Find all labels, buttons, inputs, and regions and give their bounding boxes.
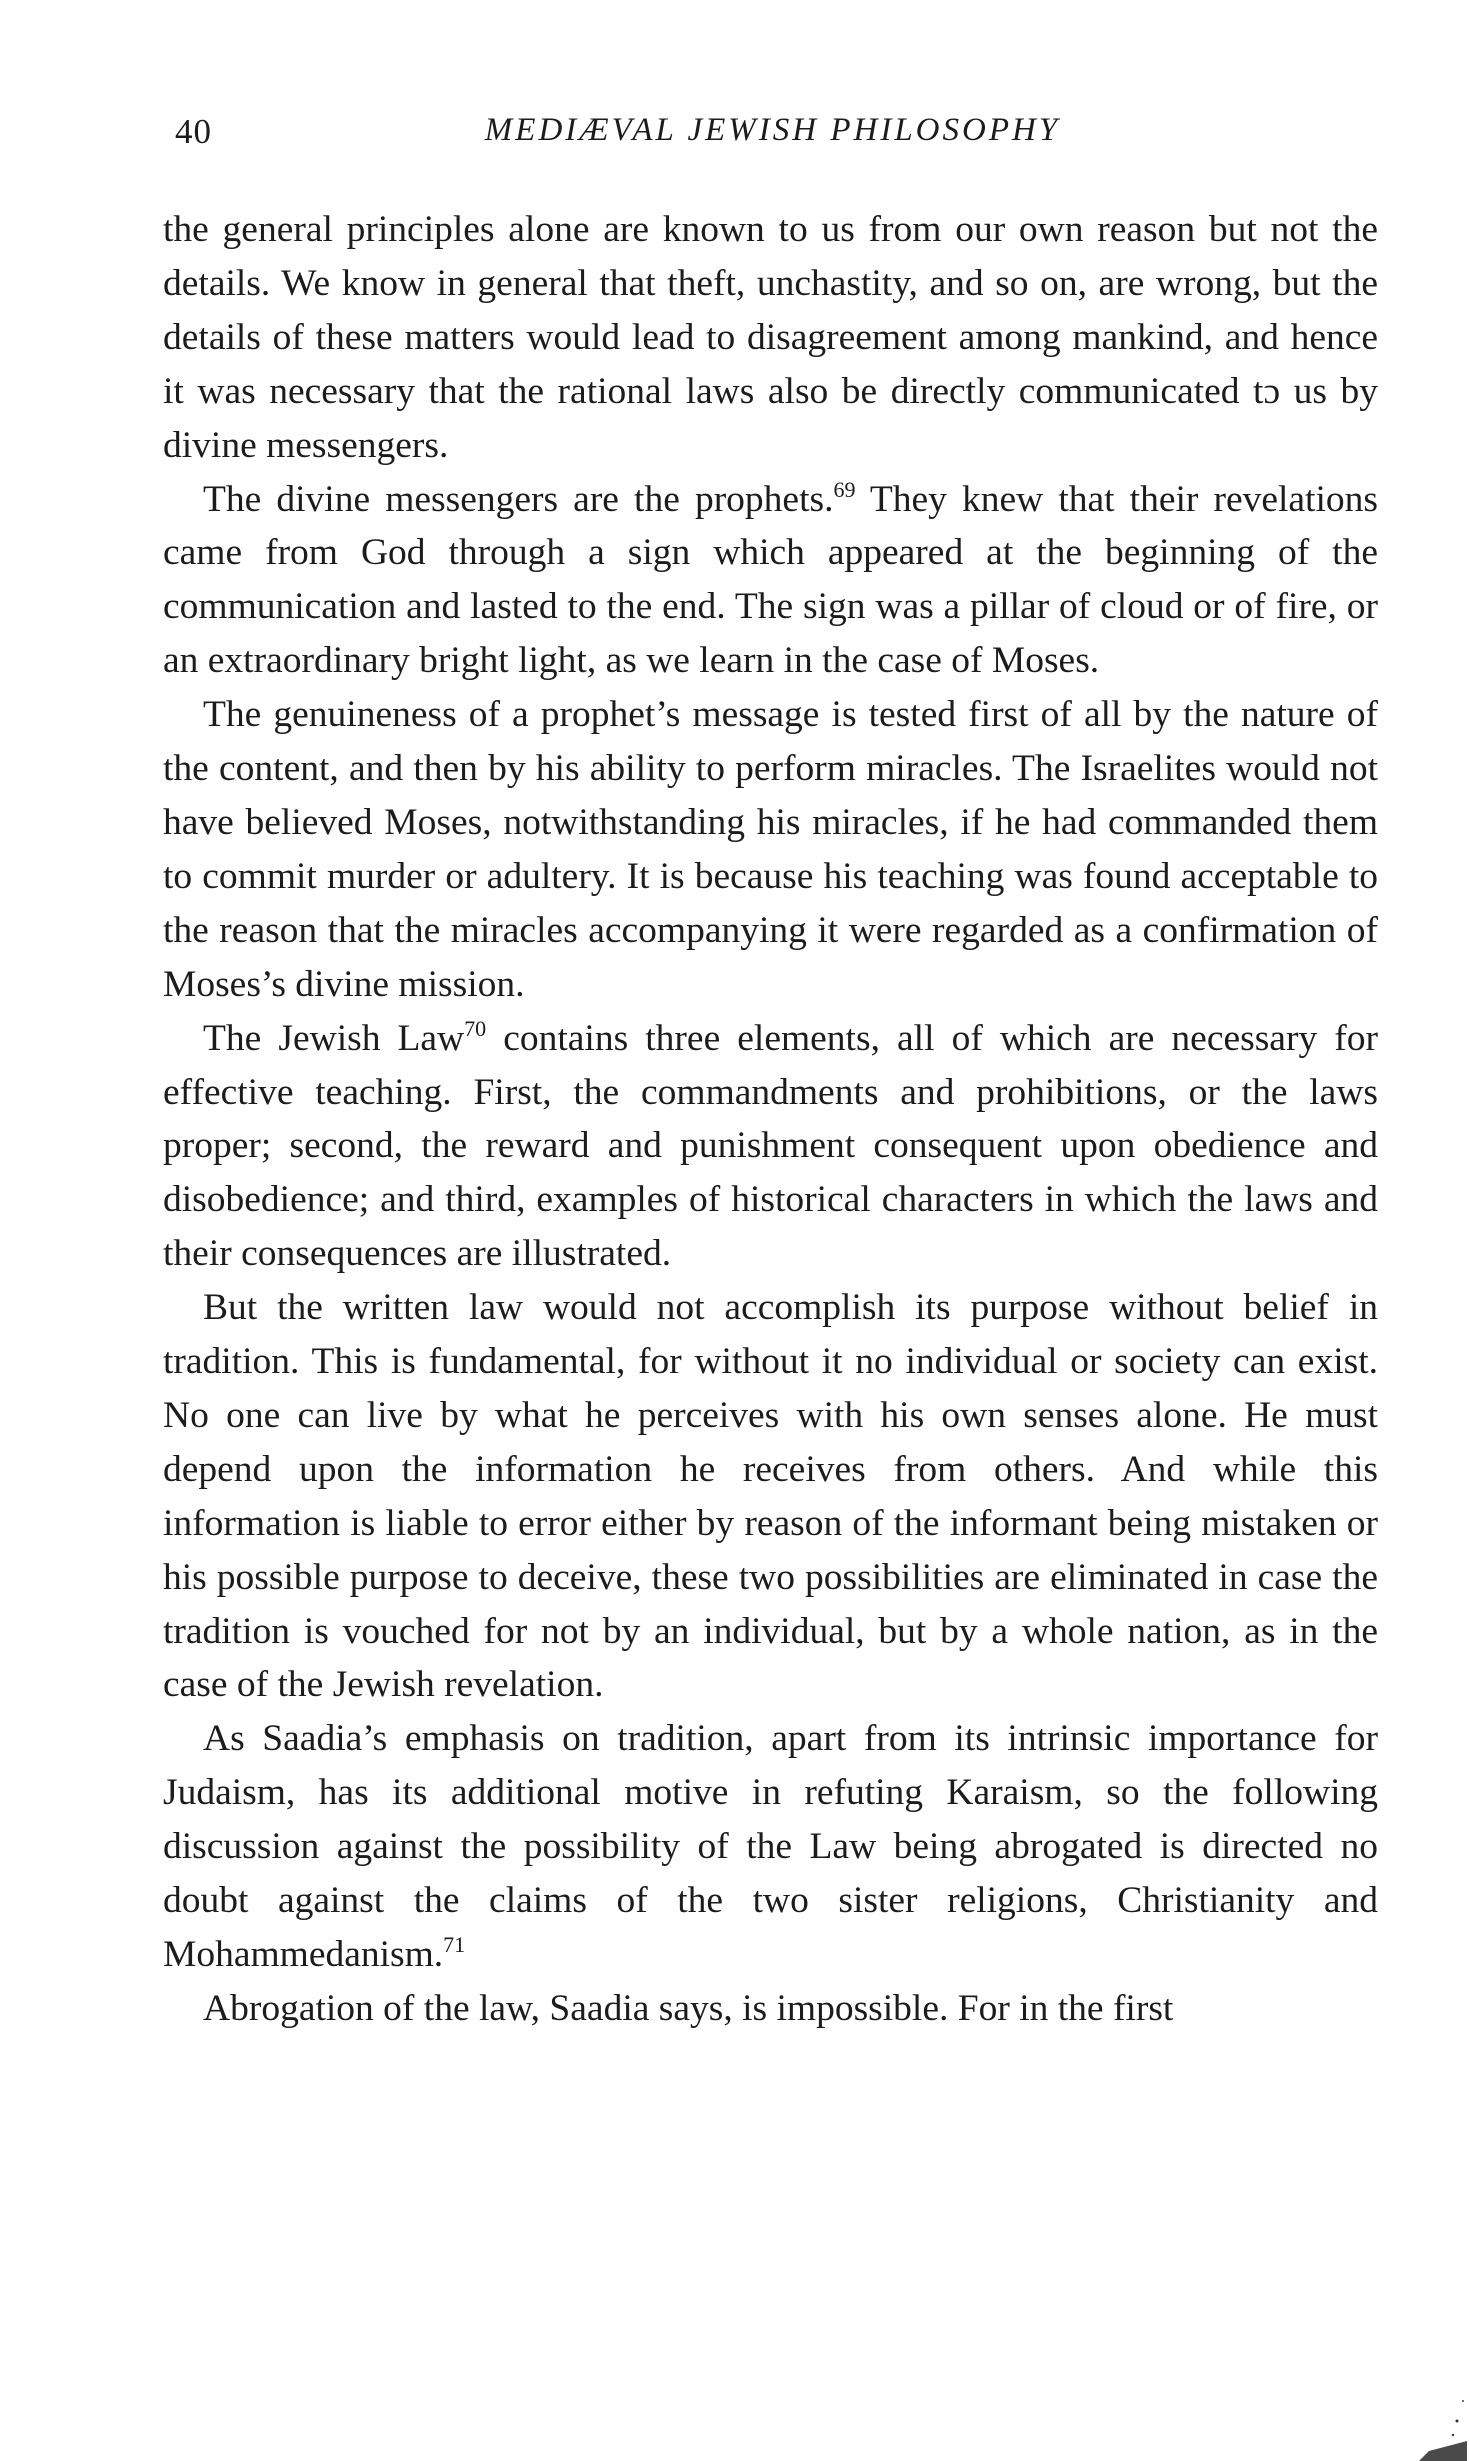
- paragraph: [163, 1281, 1378, 1712]
- paragraph: [163, 1712, 1378, 1982]
- paragraph-text: the general principles alone are known to us from our own reason but not the details. We know in general that theft, unchastity, and so on, are wrong, but the details of these matters would lead to disagreement among mankind, and hence it was necessary that the rational laws also be directly communicated tɔ us by divine messengers.: [163, 209, 1378, 466]
- body-text: [163, 203, 1378, 2036]
- paragraph-text: But the written law would not accomplish its purpose without belief in tradition. This is fundamental, for without it no individual or society can exist. No one can live by what he perceives with his own senses alone. He must depend upon the information he receives from others. And while this information is liable to error either by reason of the informant being mistaken or his possible purpose to deceive, these two possibilities are eliminated in case the tradition is vouched for not by an individual, but by a whole nation, as in the case of the Jewish revelation.: [163, 1287, 1378, 1706]
- paragraph: [163, 473, 1378, 689]
- paragraph-text: The Jewish Law: [203, 1017, 465, 1059]
- running-head: [175, 112, 1370, 162]
- paragraph-text: As Saadia’s emphasis on tradition, apart from its intrinsic importance for Judaism, has its additional motive in refuting Karaism, so the following discussion against the possibility of the Law being abrogated is directed no doubt against the claims of the two sister religions, Christianity and Mohammedanism.: [163, 1718, 1378, 1975]
- paragraph: [163, 203, 1378, 473]
- paragraph: [163, 1012, 1378, 1282]
- paragraph-text: Abrogation of the law, Saadia says, is impossible. For in the first: [203, 1987, 1174, 2029]
- paragraph: [163, 688, 1378, 1011]
- footnote-marker: 70: [464, 1015, 487, 1041]
- paragraph-text: contains three elements, all of which are necessary for effective teaching. First, the commandments and prohibitions, or the laws proper; second, the reward and punishment consequent upon obedience and disobedience; and third, examples of historical characters in which the laws and their consequences are illustrated.: [163, 1017, 1378, 1275]
- page-number: 40: [175, 112, 212, 151]
- footnote-marker: 71: [443, 1932, 466, 1957]
- footnote-marker: 69: [833, 476, 856, 502]
- page-edge-specks: [1409, 2341, 1469, 2461]
- paragraph-text: The divine messengers are the prophets.: [203, 478, 834, 520]
- running-title: MEDIÆVAL JEWISH PHILOSOPHY: [484, 112, 1061, 148]
- paragraph-text: The genuineness of a prophet’s message is tested first of all by the nature of the content, and then by his ability to perform miracles. The Israelites would not have believed Moses, notwithstanding his miracles, if he had commanded them to commit murder or adultery. It is because his teaching was found acceptable to the reason that the miracles accompanying it were regarded as a confirmation of Moses’s divine mission.: [163, 694, 1378, 1005]
- paragraph: [163, 1982, 1378, 2036]
- paragraph-text: They knew that their revelations came from God through a sign which appeared at the beginning of the communication and lasted to the end. The sign was a pillar of cloud or of fire, or an extraordinary bright light, as we learn in the case of Moses.: [163, 478, 1378, 682]
